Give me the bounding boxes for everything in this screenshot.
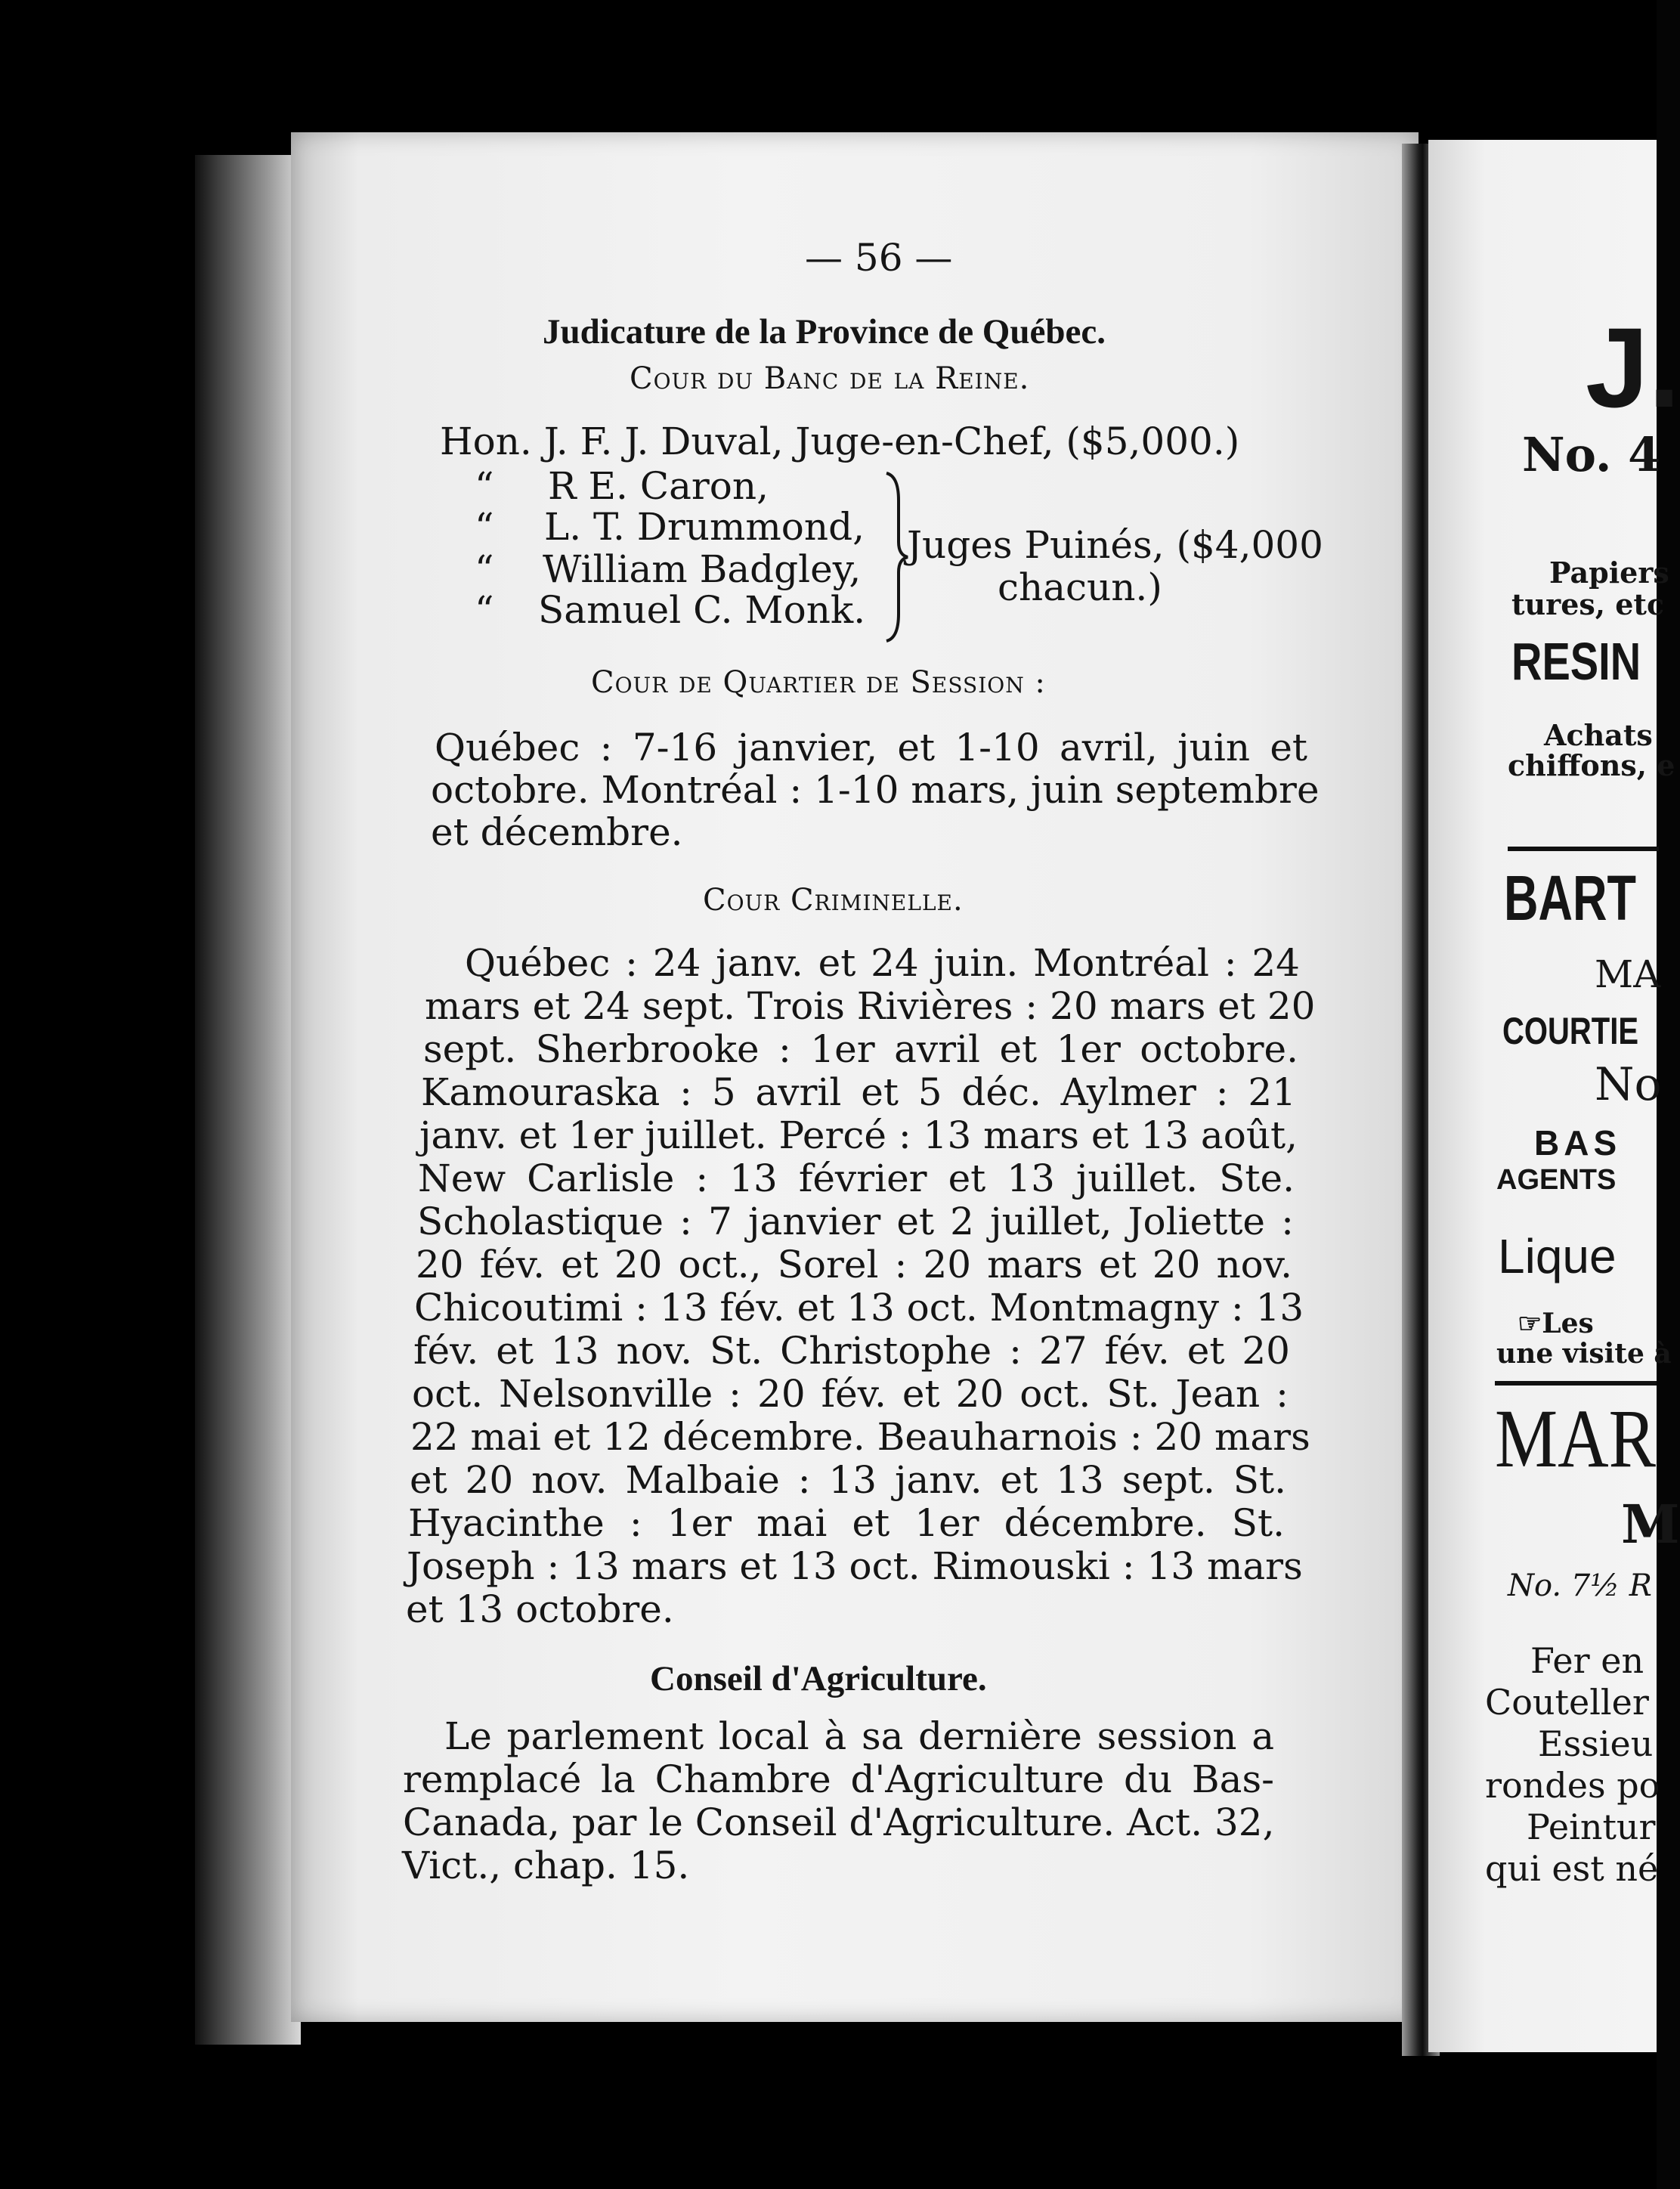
judge-mark: “ bbox=[475, 464, 494, 508]
criminelle-text-line: Joseph : 13 mars et 13 oct. Rimouski : 13 mars bbox=[407, 1544, 1303, 1588]
ad-heading: BART bbox=[1504, 862, 1636, 933]
ad-text: AGENTS bbox=[1496, 1164, 1617, 1196]
ad-divider bbox=[1508, 847, 1659, 851]
court-criminelle-heading: Cour Criminelle. bbox=[703, 883, 964, 918]
criminelle-text-line: Kamouraska : 5 avril et 5 déc. Aylmer : 21 bbox=[421, 1070, 1296, 1114]
ad-text: rondes po bbox=[1485, 1765, 1660, 1806]
criminelle-text-line: Hyacinthe : 1er mai et 1er décembre. St. bbox=[408, 1501, 1285, 1545]
ad-heading: MAR bbox=[1495, 1392, 1657, 1485]
criminelle-text-line: sept. Sherbrooke : 1er avril et 1er octobre. bbox=[423, 1027, 1298, 1071]
criminelle-text-line: New Carlisle : 13 février et 13 juillet. Ste. bbox=[418, 1156, 1295, 1200]
conseil-text-line: remplacé la Chambre d'Agriculture du Bas- bbox=[403, 1757, 1274, 1801]
right-page bbox=[1428, 140, 1680, 2052]
quartier-text-line: Québec : 7-16 janvier, et 1-10 avril, juin et bbox=[435, 726, 1307, 769]
criminelle-text-line: Québec : 24 janv. et 24 juin. Montréal : 24 bbox=[465, 941, 1300, 985]
court-banc-heading: Cour du Banc de la Reine. bbox=[630, 361, 1030, 396]
criminelle-text-line: Scholastique : 7 janvier et 2 juillet, Joliette : bbox=[417, 1200, 1294, 1243]
judges-brace bbox=[880, 470, 911, 644]
ad-text: chiffons, e bbox=[1508, 748, 1675, 782]
judge-name: William Badgley, bbox=[543, 547, 862, 591]
judge-mark: “ bbox=[475, 547, 494, 591]
ad-text: qui est né bbox=[1485, 1848, 1659, 1889]
section-heading-judicature: Judicature de la Province de Québec. bbox=[543, 312, 1106, 351]
page-edges bbox=[195, 155, 301, 2045]
ad-text: No. 7½ R bbox=[1508, 1568, 1652, 1603]
ad-heading: RESIN bbox=[1511, 632, 1641, 691]
ad-text: Peintur bbox=[1527, 1807, 1656, 1847]
criminelle-text-line: 22 mai et 12 décembre. Beauharnois : 20 mars bbox=[410, 1415, 1310, 1459]
page-number: — 56 — bbox=[805, 236, 953, 280]
judge-mark: “ bbox=[475, 588, 494, 632]
judge-name: Samuel C. Monk. bbox=[538, 588, 866, 632]
ad-divider bbox=[1495, 1381, 1657, 1386]
ad-text: Papiers bbox=[1549, 556, 1669, 590]
ad-text: M bbox=[1621, 1493, 1680, 1556]
judge-name: L. T. Drummond, bbox=[544, 505, 865, 549]
quartier-text-line: octobre. Montréal : 1-10 mars, juin septembre bbox=[431, 768, 1320, 812]
quartier-text-line: et décembre. bbox=[431, 810, 683, 854]
ad-text: No bbox=[1595, 1058, 1662, 1111]
criminelle-text-line: et 13 octobre. bbox=[406, 1587, 674, 1631]
judge-mark: “ bbox=[475, 505, 494, 549]
conseil-text-line: Canada, par le Conseil d'Agriculture. Act. 32, bbox=[403, 1800, 1275, 1844]
ad-text: ☞Les bbox=[1518, 1308, 1594, 1339]
ad-text: Fer en bbox=[1530, 1640, 1644, 1681]
ad-title: J. bbox=[1586, 304, 1680, 431]
court-quartier-heading: Cour de Quartier de Session : bbox=[591, 665, 1046, 700]
criminelle-text-line: et 20 nov. Malbaie : 13 janv. et 13 sept. St. bbox=[410, 1458, 1286, 1502]
ad-text: Essieu bbox=[1538, 1723, 1654, 1764]
ad-heading: BAS bbox=[1534, 1123, 1622, 1163]
ad-text: Achats bbox=[1544, 718, 1653, 752]
ad-address: No. 4 bbox=[1522, 427, 1661, 482]
ad-text: MA bbox=[1595, 952, 1661, 996]
ad-heading: Lique bbox=[1498, 1229, 1617, 1283]
criminelle-text-line: fév. et 13 nov. St. Christophe : 27 fév. et 20 bbox=[413, 1329, 1290, 1373]
criminelle-text-line: mars et 24 sept. Trois Rivières : 20 mars et 20 bbox=[425, 984, 1316, 1028]
ad-text: une visite à bbox=[1496, 1338, 1672, 1370]
criminelle-text-line: Chicoutimi : 13 fév. et 13 oct. Montmagny : 13 bbox=[414, 1286, 1304, 1330]
ad-text: tures, etc bbox=[1511, 587, 1665, 621]
chief-justice-line: Hon. J. F. J. Duval, Juge-en-Chef, ($5,000.) bbox=[440, 420, 1240, 463]
criminelle-text-line: janv. et 1er juillet. Percé : 13 mars et 13 août, bbox=[419, 1113, 1298, 1157]
conseil-text-line: Vict., chap. 15. bbox=[402, 1844, 690, 1887]
ad-heading: COURTIE bbox=[1502, 1010, 1638, 1052]
criminelle-text-line: 20 fév. et 20 oct., Sorel : 20 mars et 20 nov. bbox=[416, 1243, 1292, 1286]
conseil-text-line: Le parlement local à sa dernière session a bbox=[444, 1714, 1274, 1758]
judges-salary-note: Juges Puinés, ($4,000 bbox=[907, 523, 1323, 567]
criminelle-text-line: oct. Nelsonville : 20 fév. et 20 oct. St. Jean : bbox=[412, 1372, 1289, 1416]
conseil-heading: Conseil d'Agriculture. bbox=[650, 1659, 987, 1698]
judges-salary-note-cont: chacun.) bbox=[998, 565, 1162, 609]
judge-name: R E. Caron, bbox=[548, 464, 769, 508]
ad-text: Couteller bbox=[1485, 1682, 1649, 1723]
